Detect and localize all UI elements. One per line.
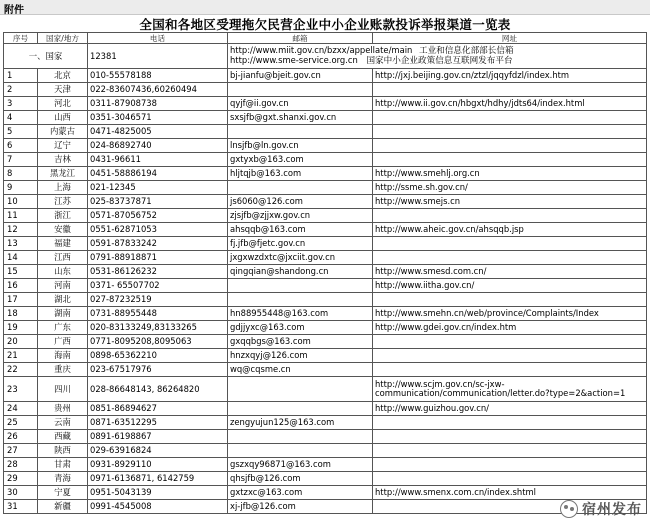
row-index: 27 <box>4 444 38 458</box>
row-website <box>373 251 647 265</box>
row-region: 湖南 <box>38 307 88 321</box>
table-row <box>4 321 647 335</box>
row-region: 北京 <box>38 69 88 83</box>
row-index: 11 <box>4 209 38 223</box>
row-index: 18 <box>4 307 38 321</box>
row-region: 青海 <box>38 472 88 486</box>
row-index: 30 <box>4 486 38 500</box>
row-index: 21 <box>4 349 38 363</box>
table-row <box>4 97 647 111</box>
table-row <box>4 472 647 486</box>
row-website <box>373 458 647 472</box>
row-email[interactable]: hn88955448@163.com <box>228 307 373 321</box>
table-row <box>4 458 647 472</box>
row-website <box>373 430 647 444</box>
row-website <box>373 83 647 97</box>
table-row <box>4 402 647 416</box>
row-region: 陕西 <box>38 444 88 458</box>
row-phone: 029-63916824 <box>88 444 228 458</box>
row-index: 29 <box>4 472 38 486</box>
row-index: 20 <box>4 335 38 349</box>
row-email[interactable]: bj-jianfu@bjeit.gov.cn <box>228 69 373 83</box>
table-header-row <box>4 33 647 44</box>
row-region: 河北 <box>38 97 88 111</box>
row-email[interactable]: gdjjyxc@163.com <box>228 321 373 335</box>
row-website <box>373 444 647 458</box>
row-region: 山西 <box>38 111 88 125</box>
row-index: 13 <box>4 237 38 251</box>
row-website <box>373 335 647 349</box>
row-website[interactable]: http://www.smehlj.org.cn <box>373 167 647 181</box>
row-index: 14 <box>4 251 38 265</box>
table-row <box>4 444 647 458</box>
row-region: 湖北 <box>38 293 88 307</box>
row-website <box>373 111 647 125</box>
row-email <box>228 430 373 444</box>
table-row <box>4 363 647 377</box>
table-row <box>4 209 647 223</box>
row-website[interactable]: http://jxj.beijing.gov.cn/ztzl/jqqyfdzl/index.htm <box>373 69 647 83</box>
row-phone: 0571-87056752 <box>88 209 228 223</box>
row-website <box>373 139 647 153</box>
row-email[interactable]: js6060@126.com <box>228 195 373 209</box>
row-phone: 0951-5043139 <box>88 486 228 500</box>
row-region: 海南 <box>38 349 88 363</box>
attachment-bar <box>0 0 650 15</box>
row-email[interactable]: qhsjfb@126.com <box>228 472 373 486</box>
row-region: 河南 <box>38 279 88 293</box>
row-region: 江苏 <box>38 195 88 209</box>
national-url-1[interactable]: http://www.miit.gov.cn/bzxx/appellate/main <box>230 45 413 55</box>
row-index: 9 <box>4 181 38 195</box>
row-email[interactable]: hnzxqyj@126.com <box>228 349 373 363</box>
row-website <box>373 472 647 486</box>
row-region: 新疆 <box>38 500 88 514</box>
national-row <box>4 44 647 69</box>
row-region: 贵州 <box>38 402 88 416</box>
row-phone: 028-86648143, 86264820 <box>88 377 228 402</box>
row-phone: 0351-3046571 <box>88 111 228 125</box>
row-phone: 0451-58886194 <box>88 167 228 181</box>
row-phone: 0851-86894627 <box>88 402 228 416</box>
document-title: 全国和各地区受理拖欠民营企业中小企业账款投诉举报渠道一览表 <box>139 17 511 32</box>
row-index: 31 <box>4 500 38 514</box>
table-row <box>4 307 647 321</box>
watermark <box>560 499 642 519</box>
row-region: 山东 <box>38 265 88 279</box>
row-phone: 0991-4545008 <box>88 500 228 514</box>
row-website[interactable]: http://www.guizhou.gov.cn/ <box>373 402 647 416</box>
row-index: 12 <box>4 223 38 237</box>
row-index: 3 <box>4 97 38 111</box>
header-phone: 电话 <box>88 33 228 44</box>
table-row <box>4 69 647 83</box>
row-website[interactable]: http://www.smehn.cn/web/province/Complaints/Index <box>373 307 647 321</box>
row-website[interactable]: http://www.ii.gov.cn/hbgxt/hdhy/jdts64/index.html <box>373 97 647 111</box>
row-website <box>373 125 647 139</box>
row-email[interactable]: xj-jfb@126.com <box>228 500 373 514</box>
row-index: 22 <box>4 363 38 377</box>
row-region: 辽宁 <box>38 139 88 153</box>
row-index: 4 <box>4 111 38 125</box>
table-row <box>4 416 647 430</box>
row-email <box>228 279 373 293</box>
row-website <box>373 363 647 377</box>
attachment-label: 附件 <box>4 5 24 16</box>
row-website[interactable]: http://www.scjm.gov.cn/sc-jxw-communication/communication/letter.do?type=2&action=1 <box>373 377 647 402</box>
row-index: 16 <box>4 279 38 293</box>
header-region: 国家/地方 <box>38 33 88 44</box>
row-website[interactable]: http://www.gdei.gov.cn/index.htm <box>373 321 647 335</box>
row-website[interactable]: http://www.smenx.com.cn/index.shtml <box>373 486 647 500</box>
national-url-2[interactable]: http://www.sme-service.org.cn <box>230 55 358 65</box>
row-email[interactable]: hljtqjb@163.com <box>228 167 373 181</box>
wechat-icon <box>560 500 578 518</box>
header-index: 序号 <box>4 33 38 44</box>
row-phone: 0771-8095208,8095063 <box>88 335 228 349</box>
row-region: 甘肃 <box>38 458 88 472</box>
table-row <box>4 195 647 209</box>
row-email <box>228 444 373 458</box>
row-index: 5 <box>4 125 38 139</box>
table-row <box>4 279 647 293</box>
table-row <box>4 486 647 500</box>
row-phone: 0371- 65507702 <box>88 279 228 293</box>
row-region: 上海 <box>38 181 88 195</box>
row-phone: 0871-63512295 <box>88 416 228 430</box>
row-website <box>373 293 647 307</box>
table-row <box>4 293 647 307</box>
table-row <box>4 237 647 251</box>
row-index: 24 <box>4 402 38 416</box>
row-email <box>228 83 373 97</box>
row-website <box>373 209 647 223</box>
row-index: 10 <box>4 195 38 209</box>
row-phone: 021-12345 <box>88 181 228 195</box>
row-region: 广西 <box>38 335 88 349</box>
row-phone: 0971-6136871, 6142759 <box>88 472 228 486</box>
row-region: 内蒙古 <box>38 125 88 139</box>
table-row <box>4 500 647 514</box>
row-phone: 0898-65362210 <box>88 349 228 363</box>
row-index: 6 <box>4 139 38 153</box>
row-website[interactable]: http://www.smesd.com.cn/ <box>373 265 647 279</box>
table-row <box>4 265 647 279</box>
table-row <box>4 335 647 349</box>
table-row <box>4 125 647 139</box>
table-row <box>4 181 647 195</box>
row-region: 天津 <box>38 83 88 97</box>
row-phone: 0471-4825005 <box>88 125 228 139</box>
row-website <box>373 237 647 251</box>
row-email <box>228 181 373 195</box>
row-phone: 0891-6198867 <box>88 430 228 444</box>
row-index: 26 <box>4 430 38 444</box>
row-index: 17 <box>4 293 38 307</box>
row-website <box>373 153 647 167</box>
row-index: 7 <box>4 153 38 167</box>
row-phone: 022-83607436,60260494 <box>88 83 228 97</box>
row-region: 浙江 <box>38 209 88 223</box>
table-row <box>4 251 647 265</box>
row-email <box>228 402 373 416</box>
row-website[interactable]: http://www.aheic.gov.cn/ahsqqb.jsp <box>373 223 647 237</box>
row-email[interactable]: zengyujun125@163.com <box>228 416 373 430</box>
row-email[interactable]: gxtyxb@163.com <box>228 153 373 167</box>
table-row <box>4 349 647 363</box>
row-phone: 025-83737871 <box>88 195 228 209</box>
row-email[interactable]: sxsjfb@gxt.shanxi.gov.cn <box>228 111 373 125</box>
row-phone: 023-67517976 <box>88 363 228 377</box>
row-email[interactable]: lnsjfb@ln.gov.cn <box>228 139 373 153</box>
row-region: 云南 <box>38 416 88 430</box>
row-email[interactable]: gxqqbgs@163.com <box>228 335 373 349</box>
table-row <box>4 139 647 153</box>
row-index: 28 <box>4 458 38 472</box>
row-region: 吉林 <box>38 153 88 167</box>
row-region: 福建 <box>38 237 88 251</box>
row-website <box>373 349 647 363</box>
row-email[interactable]: ahsqqb@163.com <box>228 223 373 237</box>
row-phone: 024-86892740 <box>88 139 228 153</box>
row-index: 25 <box>4 416 38 430</box>
row-email[interactable]: fj.jfb@fjetc.gov.cn <box>228 237 373 251</box>
row-region: 西藏 <box>38 430 88 444</box>
row-email[interactable]: gszxqy96871@163.com <box>228 458 373 472</box>
row-email <box>228 125 373 139</box>
national-websites <box>228 44 647 69</box>
row-region: 广东 <box>38 321 88 335</box>
row-region: 安徽 <box>38 223 88 237</box>
national-phone: 12381 <box>88 44 228 69</box>
row-index: 23 <box>4 377 38 402</box>
row-phone: 0311-87908738 <box>88 97 228 111</box>
row-index: 19 <box>4 321 38 335</box>
national-url-1-note: 工业和信息化部部长信箱 <box>419 46 514 56</box>
header-website: 网址 <box>373 33 647 44</box>
row-index: 8 <box>4 167 38 181</box>
row-email[interactable]: wq@cqsme.cn <box>228 363 373 377</box>
row-region: 江西 <box>38 251 88 265</box>
row-email[interactable]: gxtzxc@163.com <box>228 486 373 500</box>
row-region: 重庆 <box>38 363 88 377</box>
table-row <box>4 167 647 181</box>
table-row <box>4 377 647 402</box>
row-phone: 020-83133249,83133265 <box>88 321 228 335</box>
channels-table <box>3 32 647 514</box>
national-label: 一、国家 <box>4 44 88 69</box>
row-website[interactable]: http://www.smejs.cn <box>373 195 647 209</box>
table-row <box>4 223 647 237</box>
row-email[interactable]: qingqian@shandong.cn <box>228 265 373 279</box>
row-email[interactable]: qyjf@ii.gov.cn <box>228 97 373 111</box>
table-row <box>4 111 647 125</box>
row-region: 黑龙江 <box>38 167 88 181</box>
row-index: 1 <box>4 69 38 83</box>
row-email[interactable]: jxgxwzdxtc@jxciit.gov.cn <box>228 251 373 265</box>
row-region: 宁夏 <box>38 486 88 500</box>
row-website[interactable]: http://ssme.sh.gov.cn/ <box>373 181 647 195</box>
header-email: 邮箱 <box>228 33 373 44</box>
row-phone: 0731-88955448 <box>88 307 228 321</box>
row-phone: 0591-87833242 <box>88 237 228 251</box>
table-row <box>4 83 647 97</box>
national-url-2-note: 国家中小企业政策信息互联网发布平台 <box>366 56 513 66</box>
row-email[interactable]: zjsjfb@zjjxw.gov.cn <box>228 209 373 223</box>
row-email <box>228 377 373 402</box>
row-index: 2 <box>4 83 38 97</box>
table-row <box>4 153 647 167</box>
row-phone: 0531-86126232 <box>88 265 228 279</box>
table-row <box>4 430 647 444</box>
row-phone: 0431-96611 <box>88 153 228 167</box>
row-phone: 0791-88918871 <box>88 251 228 265</box>
row-website <box>373 416 647 430</box>
row-phone: 0931-8929110 <box>88 458 228 472</box>
row-phone: 0551-62871053 <box>88 223 228 237</box>
row-index: 15 <box>4 265 38 279</box>
row-phone: 027-87232519 <box>88 293 228 307</box>
watermark-text: 宿州发布 <box>582 502 642 518</box>
row-email <box>228 293 373 307</box>
row-phone: 010-55578188 <box>88 69 228 83</box>
row-website[interactable]: http://www.iitha.gov.cn/ <box>373 279 647 293</box>
row-region: 四川 <box>38 377 88 402</box>
